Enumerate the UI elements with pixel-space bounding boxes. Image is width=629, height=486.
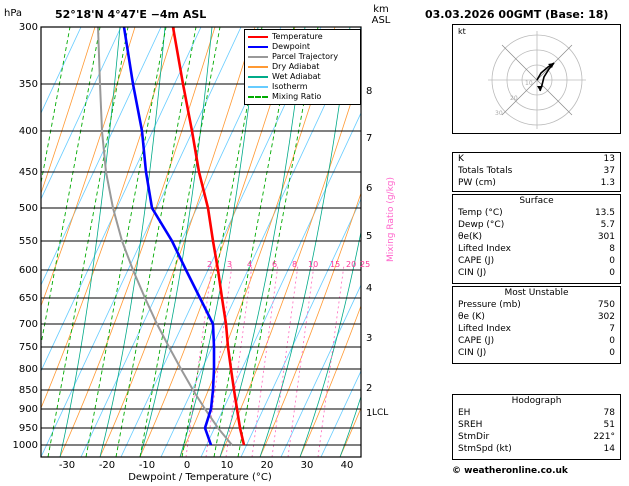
legend-swatch-isotherm: [248, 86, 268, 88]
legend-item-dry-adiabat: [248, 62, 357, 72]
height-axis-sublabel: ASL: [371, 15, 391, 26]
hodo-row-stmspd: [453, 443, 620, 455]
mu-value-cape: 0: [609, 336, 615, 346]
ytick-400: 400: [18, 126, 38, 137]
legend-label-mixing-ratio: Mixing Ratio: [272, 92, 322, 101]
ytick-500: 500: [18, 203, 38, 214]
mu-label-cin: CIN (J): [458, 348, 487, 358]
kmtick-4: 4: [366, 283, 373, 294]
mixratio-value-8: 8: [292, 260, 298, 269]
surface-label-li: Lifted Index: [458, 244, 511, 254]
mu-row-pressure: [453, 299, 620, 311]
surface-label-cin: CIN (J): [458, 268, 487, 278]
height-axis-label: km: [373, 4, 389, 15]
x-axis-title: Dewpoint / Temperature (°C): [128, 472, 272, 483]
index-label-pw: PW (cm): [458, 178, 496, 188]
hodo-value-sreh: 51: [603, 420, 615, 430]
mixratio-value-3: 3: [227, 260, 233, 269]
xtick-30: 30: [300, 460, 314, 471]
hodograph-svg: [453, 25, 620, 133]
kmtick-5: 5: [366, 231, 373, 242]
legend-label-temperature: Temperature: [272, 32, 323, 41]
indices-box: [452, 152, 621, 192]
ytick-750: 750: [18, 342, 38, 353]
hodograph-unit-label: kt: [458, 27, 466, 36]
xtick-40: 40: [340, 460, 354, 471]
index-value-totals: 37: [603, 166, 615, 176]
hodo-ring-10: 10: [525, 80, 533, 87]
ytick-700: 700: [18, 319, 38, 330]
kmtick-2: 2: [366, 383, 373, 394]
ytick-350: 350: [18, 79, 38, 90]
mu-row-li: [453, 323, 620, 335]
legend-label-wet-adiabat: Wet Adiabat: [272, 72, 321, 81]
surface-row-dewp: [453, 219, 620, 231]
surface-label-cape: CAPE (J): [458, 256, 495, 266]
hodo-value-eh: 78: [603, 408, 615, 418]
surface-row-cape: [453, 255, 620, 267]
index-value-k: 13: [603, 154, 615, 164]
mu-value-li: 7: [609, 324, 615, 334]
surface-box: [452, 194, 621, 284]
legend-item-mixing-ratio: [248, 92, 357, 102]
hodo-label-sreh: SREH: [458, 420, 483, 430]
xtick-20: 20: [260, 460, 274, 471]
legend-label-dry-adiabat: Dry Adiabat: [272, 62, 320, 71]
kmtick-1: 1: [366, 408, 373, 419]
legend-item-wet-adiabat: [248, 72, 357, 82]
mixratio-value-2: 2: [207, 260, 213, 269]
mu-row-thetae: [453, 311, 620, 323]
surface-row-cin: [453, 267, 620, 279]
hodograph-plot: [452, 24, 621, 134]
hodo-label-eh: EH: [458, 408, 471, 418]
mu-value-thetae: 302: [597, 312, 615, 322]
xtick--20: -20: [98, 460, 116, 471]
xtick--10: -10: [138, 460, 156, 471]
hodo-row-stmdir: [453, 431, 620, 443]
ytick-800: 800: [18, 364, 38, 375]
hodo-ring-20: 20: [510, 95, 518, 102]
kmtick-6: 6: [366, 183, 373, 194]
mu-value-cin: 0: [609, 348, 615, 358]
surface-value-dewp: 5.7: [600, 220, 615, 230]
mu-label-li: Lifted Index: [458, 324, 511, 334]
index-label-k: K: [458, 154, 464, 164]
legend-swatch-dewpoint: [248, 46, 268, 48]
hodo-value-stmdir: 221°: [593, 432, 615, 442]
legend-item-temperature: [248, 32, 357, 42]
mu-value-pressure: 750: [597, 300, 615, 310]
surface-value-temp: 13.5: [594, 208, 615, 218]
surface-header: Surface: [519, 196, 554, 206]
kmtick-8: 8: [366, 86, 373, 97]
surface-value-cin: 0: [609, 268, 615, 278]
surface-value-li: 8: [609, 244, 615, 254]
index-row-k: [453, 153, 620, 165]
surface-row-temp: [453, 207, 620, 219]
xtick-0: 0: [183, 460, 191, 471]
hodograph-header: Hodograph: [511, 396, 562, 406]
ytick-650: 650: [18, 293, 38, 304]
credit-text: © weatheronline.co.uk: [452, 466, 568, 476]
station-title: 52°18'N 4°47'E −4m ASL: [55, 8, 207, 21]
ytick-300: 300: [18, 22, 38, 33]
legend-swatch-parcel: [248, 56, 268, 58]
hodo-value-stmspd: 14: [603, 444, 615, 454]
legend-label-parcel: Parcel Trajectory: [272, 52, 339, 61]
surface-label-temp: Temp (°C): [458, 208, 503, 218]
legend-swatch-dry-adiabat: [248, 66, 268, 68]
legend-item-parcel: [248, 52, 357, 62]
index-label-totals: Totals Totals: [458, 166, 513, 176]
mu-label-pressure: Pressure (mb): [458, 300, 521, 310]
legend-item-dewpoint: [248, 42, 357, 52]
mu-row-cape: [453, 335, 620, 347]
hodo-ring-30: 30: [495, 110, 503, 117]
most-unstable-header: Most Unstable: [504, 288, 569, 298]
ytick-1000: 1000: [12, 440, 38, 451]
lcl-label: LCL: [372, 408, 389, 418]
ytick-900: 900: [18, 404, 38, 415]
legend-swatch-mixing-ratio: [248, 96, 268, 98]
surface-value-cape: 0: [609, 256, 615, 266]
legend-swatch-temperature: [248, 36, 268, 38]
legend-label-isotherm: Isotherm: [272, 82, 308, 91]
hodo-label-stmdir: StmDir: [458, 432, 490, 442]
mu-label-cape: CAPE (J): [458, 336, 495, 346]
surface-label-thetae: θe(K): [458, 232, 482, 242]
mixratio-value-20: 20: [346, 260, 357, 269]
hodo-row-eh: [453, 407, 620, 419]
kmtick-7: 7: [366, 133, 373, 144]
legend: [244, 29, 361, 105]
most-unstable-box: [452, 286, 621, 364]
surface-label-dewp: Dewp (°C): [458, 220, 505, 230]
mu-row-cin: [453, 347, 620, 359]
mixratio-value-25: 25: [360, 260, 371, 269]
mixratio-value-4: 4: [247, 260, 253, 269]
xtick--30: -30: [58, 460, 76, 471]
mixratio-value-6: 6: [272, 260, 278, 269]
ytick-600: 600: [18, 265, 38, 276]
forecast-title: 03.03.2026 00GMT (Base: 18): [425, 8, 609, 21]
ytick-550: 550: [18, 236, 38, 247]
hodo-row-sreh: [453, 419, 620, 431]
legend-swatch-wet-adiabat: [248, 76, 268, 78]
mixratio-value-10: 10: [308, 260, 319, 269]
hodograph-data-box: [452, 394, 621, 460]
mixing-ratio-axis-label: Mixing Ratio (g/kg): [386, 176, 396, 262]
mixratio-value-15: 15: [330, 260, 341, 269]
index-row-pw: [453, 177, 620, 189]
surface-value-thetae: 301: [597, 232, 615, 242]
surface-row-li: [453, 243, 620, 255]
ytick-950: 950: [18, 423, 38, 434]
index-row-totals: [453, 165, 620, 177]
index-value-pw: 1.3: [600, 178, 615, 188]
hodo-label-stmspd: StmSpd (kt): [458, 444, 512, 454]
mu-label-thetae: θe (K): [458, 312, 485, 322]
ytick-850: 850: [18, 385, 38, 396]
legend-label-dewpoint: Dewpoint: [272, 42, 311, 51]
xtick-10: 10: [220, 460, 234, 471]
pressure-axis-label: hPa: [4, 8, 23, 19]
ytick-450: 450: [18, 167, 38, 178]
surface-row-thetae: [453, 231, 620, 243]
legend-item-isotherm: [248, 82, 357, 92]
kmtick-3: 3: [366, 333, 373, 344]
